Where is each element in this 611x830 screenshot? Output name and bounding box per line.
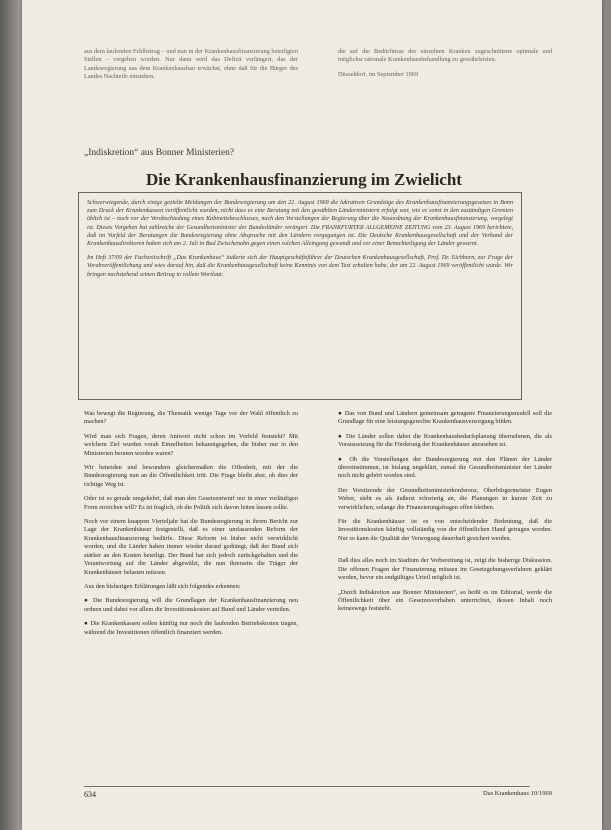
right-bullet-paragraph: ● Ob die Vorstellungen der Bundesregierung mit den Plänen der Länder übereinstimmen, ist bislang ungeklärt, zumal die Gesundheitsminister der Länder noch nicht gehört worden sind.	[338, 455, 552, 480]
right-paragraph: „Durch Indiskretion aus Bonner Ministerien“, so heißt es im Editorial, werde die Öffentlichkeit über ein Gesetzesvorhaben unterrichtet, dessen Inhalt noch keineswegs feststeht.	[338, 588, 552, 613]
top-right-text: die auf die Bedürfnisse der einzelnen Kranken zugeschnittene optimale und möglichst rationale Krankenhausbehandlung zu gewährleisten.	[338, 48, 552, 64]
left-paragraph: Wird man sich Fragen, deren Antwort nicht schon im Vorfeld feststeht? Mit welchem Ziel wurden vorab Einzelheiten bekanntgegeben, die bisher nur in den Ministerien beraten worden waren?	[84, 432, 298, 457]
bullet-icon: ●	[338, 455, 350, 463]
body-right-column	[338, 410, 552, 780]
left-paragraph: Was bewegt die Regierung, die Thematik wenige Tage vor der Wahl öffentlich zu machen?	[84, 410, 298, 426]
book-spine-shadow	[0, 0, 22, 830]
top-left-paragraph: aus dem laufenden Fehlbetrag – und nun in der Krankenhausfinanzierung beteiligten Stellen – vergeben worden. Nur dann wird das Defizit verlängert, das der Landesregierung aus dem Krankenhausbau erwächst, ohne daß für die Bürger des Landes Nachteile entstehen.	[84, 48, 298, 81]
footer-rule	[84, 786, 530, 787]
body-left-column	[84, 410, 298, 780]
left-paragraph: Aus den bisherigen Erklärungen läßt sich folgendes erkennen:	[84, 582, 241, 590]
left-paragraph: Oder ist es gerade umgekehrt, daß man den Gesetzentwurf nur in einer vorläufigen Form erreichen will? Es ist fraglich, ob die Politik sich davon leiten lassen sollte.	[84, 495, 298, 511]
bullet-icon: ●	[84, 620, 91, 628]
left-paragraph: Noch vor einem knappen Vierteljahr hat die Bundesregierung in ihrem Bericht zur Lage der Krankenhäuser festgestellt, daß es einer umfassenden Reform der Krankenhausfinanzierung bedürfe. Diese Reform ist bisher nicht verwirklicht worden, und die Länder haben immer wieder darauf gedrängt, daß der Bund sich stärker an den Kosten beteiligt. Der Bund hat sich jedoch zurückgehalten und die Verantwortung auf die Länder abgewälzt, die nun ihrerseits die Träger der Krankenhäuser belasten müssen.	[84, 518, 298, 576]
right-bullet-paragraph: ● Die Länder sollen dabei die Krankenhausbedarfsplanung übernehmen, die als Voraussetzung für die Förderung der Krankenhäuser anzusehen ist.	[338, 432, 552, 449]
magazine-page	[22, 0, 602, 830]
top-right-paragraph	[338, 48, 552, 85]
article-kicker: „Indiskretion“ aus Bonner Ministerien?	[84, 148, 235, 158]
right-paragraph: Für die Krankenhäuser ist es von entscheidender Bedeutung, daß die Investitionskosten künftig vollständig von der öffentlichen Hand getragen werden. Nur so kann die Qualität der Versorgung dauerhaft gesichert werden.	[338, 518, 552, 542]
article-headline: Die Krankenhausfinanzierung im Zwielicht	[146, 170, 462, 189]
right-paragraph: Der Vorsitzende der Gesundheitsministerkonferenz, Oberbürgermeister Eugen Weber, sieht es als äußerst schwierig an, die Planungen in kurzer Zeit zu verwirklichen, solange die Finanzierungsfragen offen bleiben.	[338, 486, 552, 511]
source-line: Das Krankenhaus 10/1969	[483, 790, 552, 797]
bullet-icon: ●	[338, 410, 345, 417]
left-bullet-paragraph: ● Die Bundesregierung will die Grundlagen der Krankenhausfinanzierung neu ordnen und dabei vor allem die Investitionskosten auf Bund und Länder verteilen.	[84, 597, 298, 613]
page-number: 634	[84, 790, 96, 799]
right-bullet-paragraph: ● Das von Bund und Ländern gemeinsam getragene Finanzierungsmodell soll die Grundlage für eine leistungsgerechte Krankenhausversorgung bilden.	[338, 410, 552, 426]
left-bullet-paragraph: ● Die Krankenkassen sollen künftig nur noch die laufenden Betriebskosten tragen, während die Investitionen öffentlich finanziert werden.	[84, 620, 298, 636]
dateline: Düsseldorf, im September 1969	[338, 70, 419, 78]
bullet-icon: ●	[338, 432, 347, 440]
left-paragraph: Wir beneiden und bewundern gleichermaßen die Offenheit, mit der die Bundesregierung nun an die Öffentlichkeit tritt. Die Frage bleibt aber, ob dies der richtige Weg ist.	[84, 464, 298, 488]
intro-paragraph-1: Schwerwiegende, durch einige gezielte Meldungen der Bundesregierung um den 22. August 1969 die lukrativen Grundzüge des Krankenhausfinanzierungsgesetzes in Bonn zum Druck der Krankenkassen veröffentlicht wurden, nicht dass es eine Beratung mit den gewählten Länderministern erfolgt war, wie es sonst in den zuständigen Gremien üblich ist – noch vor der Verabschiedung eines Kabinettsbeschlusses, nach den Vorstellungen der Regierung über die Neuordnung der Krankenhausfinanzierung, vorgelegt ist. Dieses Vorgehen hat zahlreiche der Gesundheitsminister der Bundesländer verärgert. Die FRANKFURTER ALLGEMEINE ZEITUNG vom 23. August 1969 berichtete, daß im Vorfeld der Beratungen die Bundesregierung ohne Absprache mit den Ländern vorgegangen ist. Die Deutsche Krankenhausgesellschaft und der Verband der Krankenhausdirektoren haben sich am 2. Juli in Bad Zwischenahn gegen einen solchen Alleingang gewandt und vor einer Benachteiligung der Länder gewarnt.	[87, 200, 513, 248]
intro-paragraph-2: Im Heft 37/69 der Fachzeitschrift „Das Krankenhaus“ äußerte sich der Hauptgeschäftsführer der Deutschen Krankenhausgesellschaft, Prof. Dr. Eichhorn, zur Frage der Vorabveröffentlichung und wies darauf hin, daß die Krankenhausgesellschaft keine Kenntnis von dem Text erhalten habe, der am 22. August 1969 veröffentlicht wurde. Wir bringen nachstehend seinen Beitrag in vollem Wortlaut:	[87, 255, 513, 278]
right-paragraph: Daß dies alles noch im Stadium der Vorbereitung ist, zeigt die bisherige Diskussion. Die offenen Fragen der Finanzierung müssen im Gesetzgebungsverfahren geklärt werden, bevor ein endgültiges Urteil möglich ist.	[338, 557, 552, 582]
intro-box	[78, 192, 522, 400]
bullet-icon: ●	[84, 597, 93, 605]
